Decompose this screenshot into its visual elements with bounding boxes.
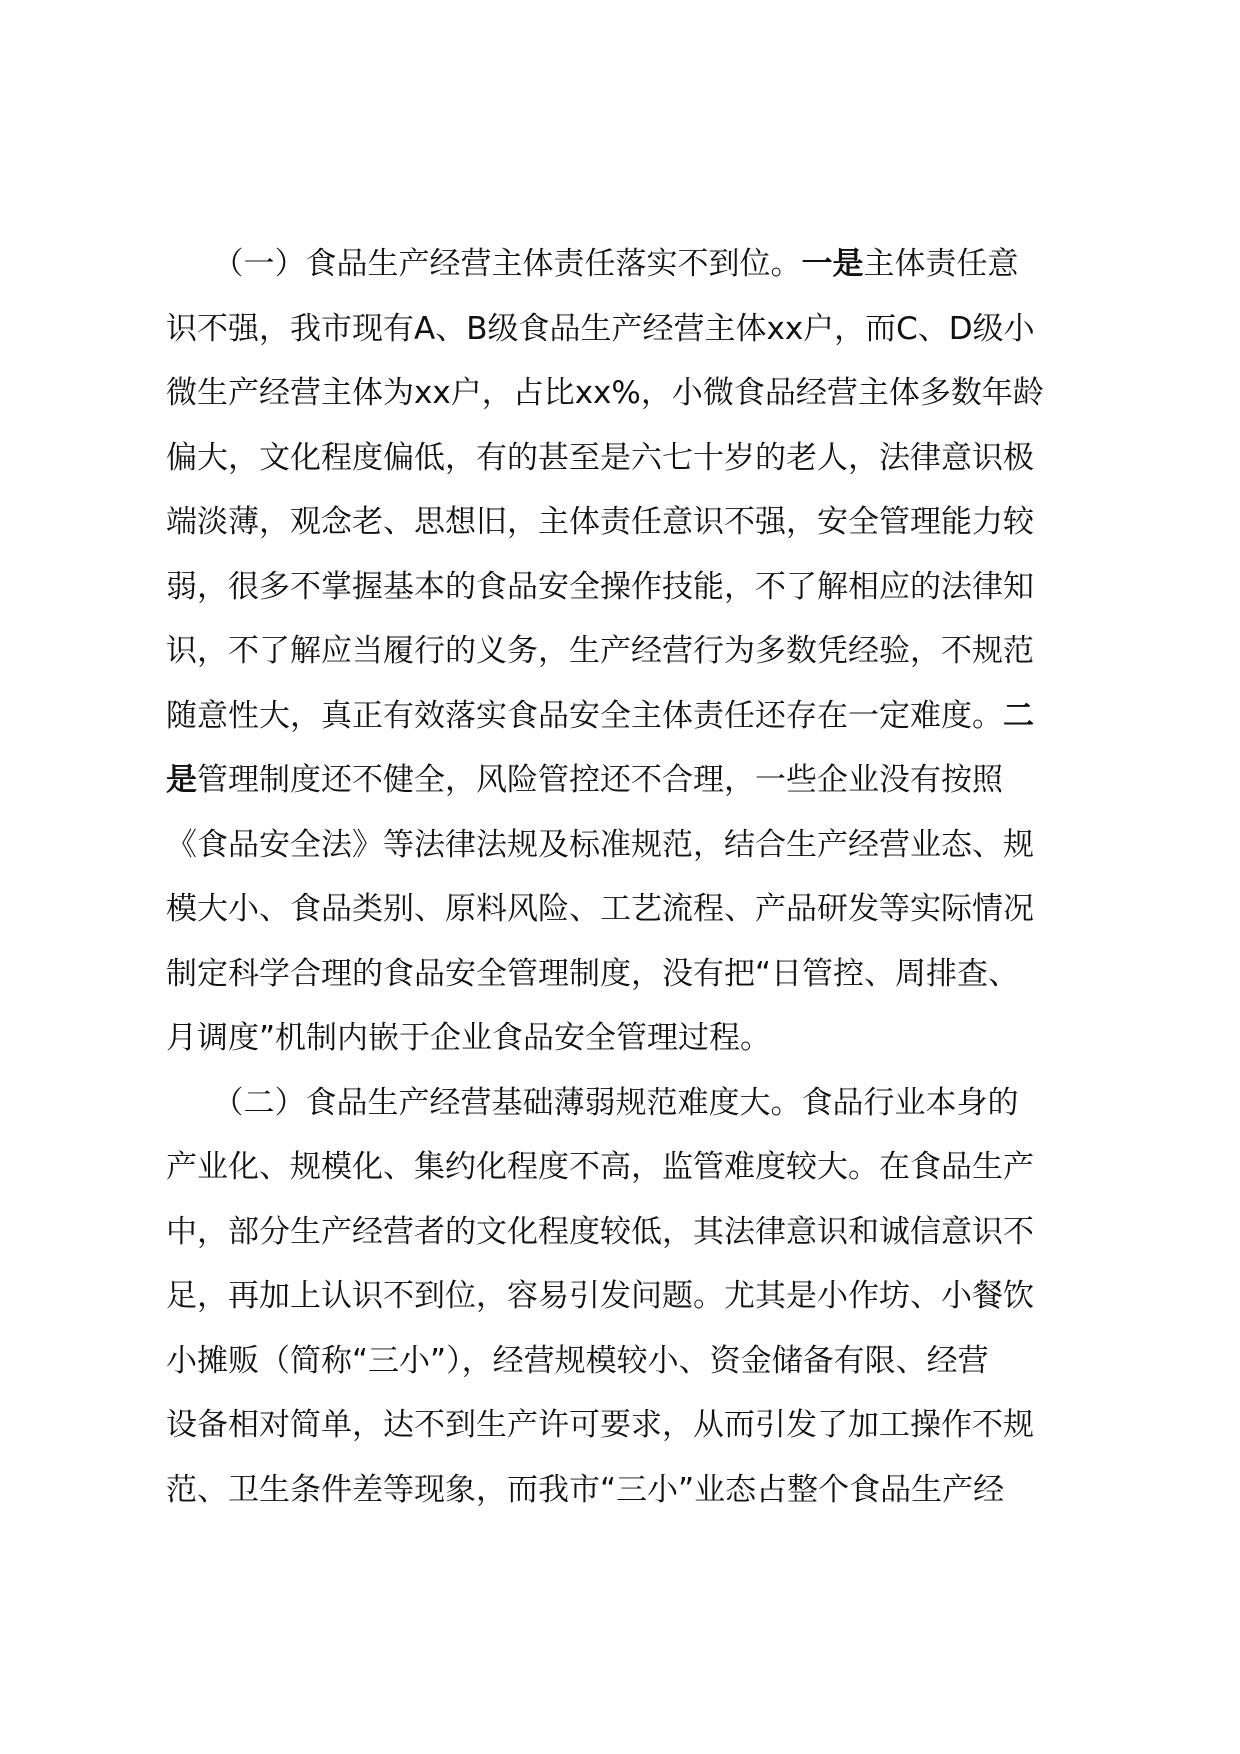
text-line — [166, 1200, 1106, 1265]
text-line — [166, 555, 1106, 620]
text-line — [166, 619, 1106, 684]
text-segment: （一）食品生产经营主体责任落实不到位。 — [166, 246, 802, 282]
text-segment: 微生产经营主体为xx户，占比xx%，小微食品经营主体多数年龄 — [166, 375, 1044, 411]
text-line — [166, 684, 1106, 749]
text-line — [166, 877, 1106, 942]
text-line — [166, 1135, 1106, 1200]
text-segment: 管理制度还不健全，风险管控还不合理，一些企业没有按照 — [197, 762, 1003, 798]
text-line — [166, 1458, 1106, 1523]
text-line — [166, 813, 1106, 878]
text-line — [166, 1393, 1106, 1458]
body-text — [166, 232, 1106, 1522]
text-segment: 产业化、规模化、集约化程度不高，监管难度较大。在食品生产 — [166, 1149, 1034, 1185]
text-segment: 范、卫生条件差等现象，而我市“三小”业态占整个食品生产经 — [166, 1471, 1005, 1508]
text-line — [166, 297, 1106, 362]
text-segment: 随意性大，真正有效落实食品安全主体责任还存在一定难度。 — [166, 697, 1003, 734]
text-line — [166, 1071, 1106, 1136]
text-segment: 月调度”机制内嵌于企业食品安全管理过程。 — [166, 1020, 772, 1056]
text-line — [166, 426, 1106, 491]
text-line — [166, 942, 1106, 1007]
text-line — [166, 361, 1106, 426]
text-segment: 识，不了解应当履行的义务，生产经营行为多数凭经验，不规范 — [166, 633, 1034, 669]
text-line — [166, 232, 1106, 297]
bold-text-segment: 一是 — [801, 246, 864, 282]
text-line — [166, 1264, 1106, 1329]
text-segment: 制定科学合理的食品安全管理制度，没有把“日管控、周排查、 — [166, 955, 1020, 992]
text-segment: 设备相对简单，达不到生产许可要求，从而引发了加工操作不规 — [166, 1407, 1034, 1443]
text-segment: 端淡薄，观念老、思想旧，主体责任意识不强，安全管理能力较 — [166, 504, 1034, 540]
text-line — [166, 1329, 1106, 1394]
text-segment: 小摊贩（简称“三小”），经营规模较小、资金储备有限、经营 — [166, 1342, 989, 1379]
text-segment: 识不强，我市现有A、B级食品生产经营主体xx户，而C、D级小 — [166, 310, 1035, 347]
text-segment: 弱，很多不掌握基本的食品安全操作技能，不了解相应的法律知 — [166, 568, 1034, 605]
text-segment: 中，部分生产经营者的文化程度较低，其法律意识和诚信意识不 — [166, 1213, 1034, 1250]
text-line — [166, 748, 1106, 813]
bold-text-segment: 是 — [166, 762, 197, 798]
text-segment: （二）食品生产经营基础薄弱规范难度大。食品行业本身的 — [166, 1084, 1019, 1121]
text-segment: 偏大，文化程度偏低，有的甚至是六七十岁的老人，法律意识极 — [166, 439, 1034, 476]
text-segment: 模大小、食品类别、原料风险、工艺流程、产品研发等实际情况 — [166, 891, 1034, 927]
text-segment: 《食品安全法》等法律法规及标准规范，结合生产经营业态、规 — [166, 826, 1034, 863]
text-segment: 足，再加上认识不到位，容易引发问题。尤其是小作坊、小餐饮 — [166, 1278, 1034, 1314]
text-segment: 主体责任意 — [863, 246, 1019, 282]
bold-text-segment: 二 — [1003, 697, 1034, 734]
text-line — [166, 1006, 1106, 1071]
text-line — [166, 490, 1106, 555]
